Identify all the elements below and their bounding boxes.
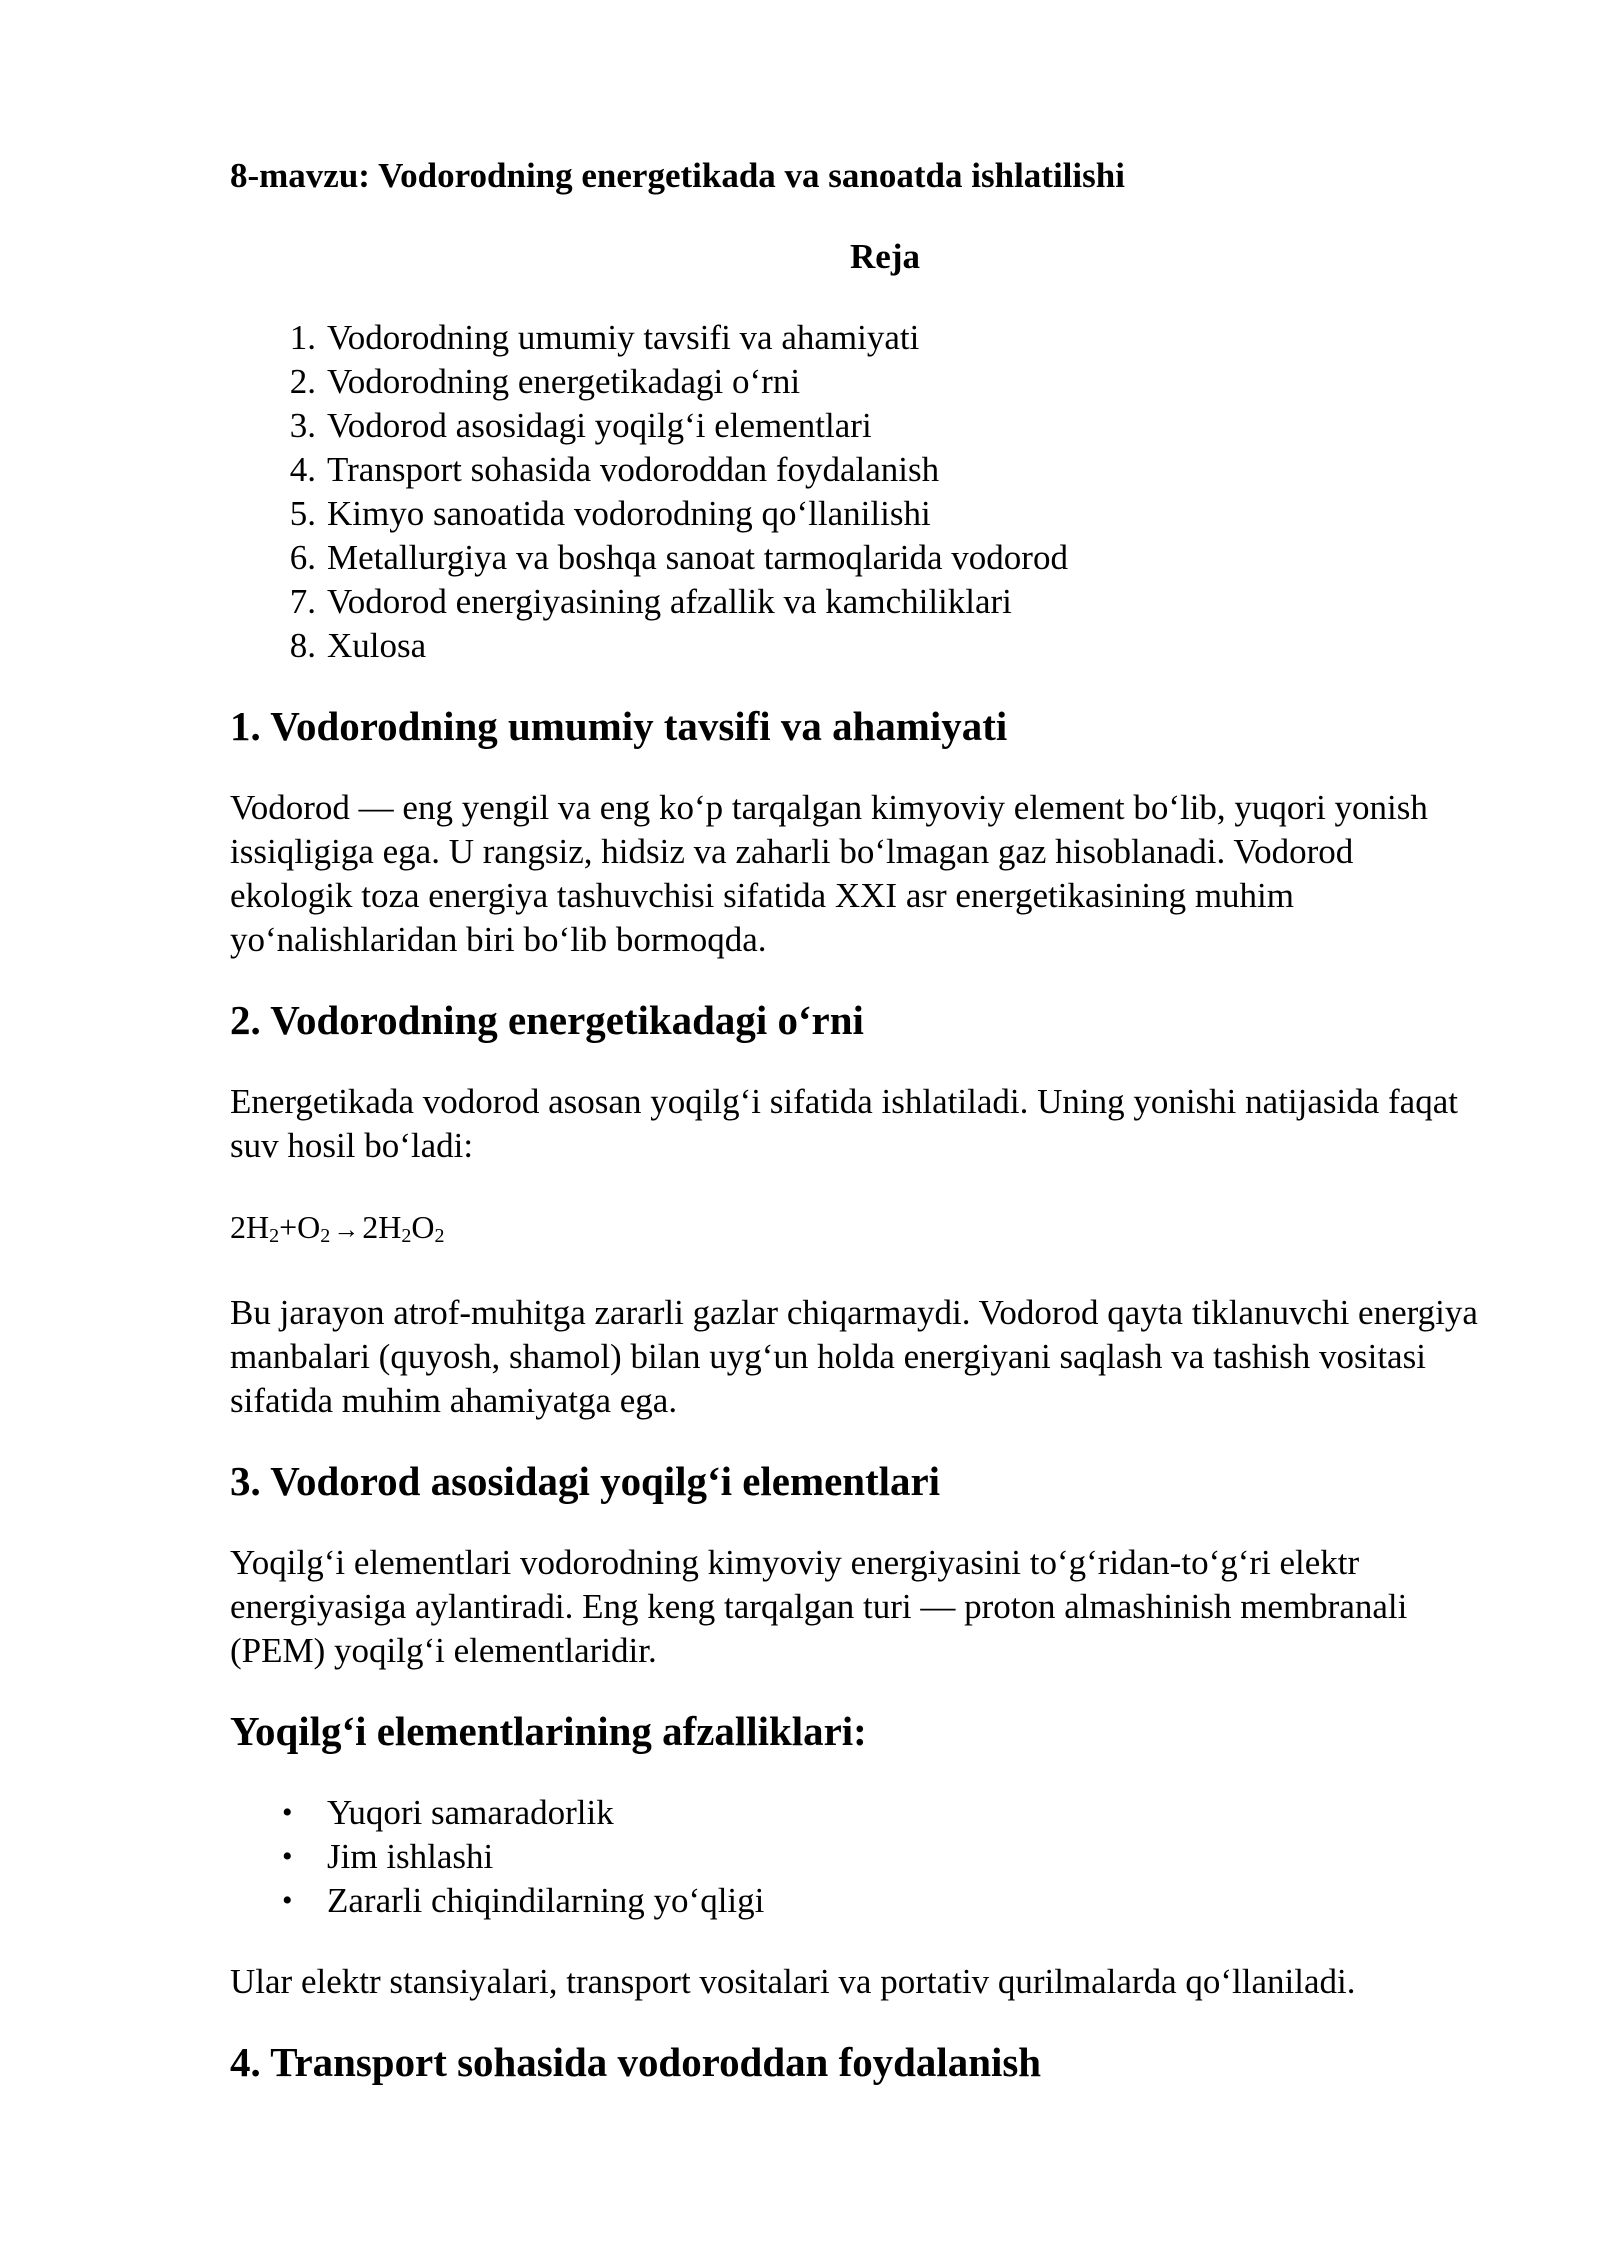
reaction-arrow-icon: → (333, 1215, 360, 1244)
plan-item-text: Vodorod energiyasining afzallik va kamchiliklari (327, 582, 1012, 621)
plan-item-text: Transport sohasida vodoroddan foydalanish (327, 450, 940, 489)
list-item (230, 1835, 1480, 1879)
section-2-paragraph-2: Bu jarayon atrof-muhitga zararli gazlar chiqarmaydi. Vodorod qayta tiklanuvchi energiya manbalari (quyosh, shamol) bilan uyg‘un holda energiyani saqlash va tashish vositasi sifatida muhim ahamiyatga ega. (230, 1293, 1478, 1420)
plan-item-text: Vodorod asosidagi yoqilg‘i elementlari (327, 406, 872, 445)
document-title: 8-mavzu: Vodorodning energetikada va sanoatda ishlatilishi (230, 156, 1125, 195)
plan-item (230, 536, 1480, 580)
section-2-paragraph: Energetikada vodorod asosan yoqilg‘i sifatida ishlatiladi. Uning yonishi natijasida faqat suv hosil bo‘ladi: (230, 1082, 1458, 1165)
plan-item (230, 404, 1480, 448)
bullet-icon: • (282, 1796, 293, 1829)
equation-term: +O (279, 1209, 321, 1245)
plan-item-number: 3. (289, 406, 316, 445)
section-1-heading: 1. Vodorodning umumiy tavsifi va ahamiyati (230, 704, 1008, 749)
plan-item (230, 492, 1480, 536)
plan-item (230, 360, 1480, 404)
section-1-paragraph: Vodorod — eng yengil va eng ko‘p tarqalgan kimyoviy element bo‘lib, yuqori yonish issiqligiga ega. U rangsiz, hidsiz va zaharli bo‘lmagan gaz hisoblanadi. Vodorod ekologik toza energiya tashuvchisi sifatida XXI asr energetikasining muhim yo‘nalishlaridan biri bo‘lib bormoqda. (230, 788, 1428, 959)
section-3-subheading: Yoqilg‘i elementlarining afzalliklari: (230, 1709, 867, 1754)
plan-item-text: Kimyo sanoatida vodorodning qo‘llanilishi (327, 494, 931, 533)
plan-item (230, 624, 1480, 668)
section-3-paragraph-2: Ular elektr stansiyalari, transport vositalari va portativ qurilmalarda qo‘llaniladi. (230, 1962, 1356, 2001)
plan-item-number: 2. (289, 362, 316, 401)
plan-item-number: 4. (289, 450, 316, 489)
list-item-text: Zararli chiqindilarning yo‘qligi (327, 1881, 765, 1920)
equation-subscript: 2 (269, 1225, 280, 1247)
plan-item (230, 580, 1480, 624)
chemical-equation (230, 1205, 1480, 1254)
plan-list (230, 316, 1480, 668)
plan-item-number: 5. (289, 494, 316, 533)
plan-item-number: 6. (289, 538, 316, 577)
plan-item-text: Vodorodning energetikadagi o‘rni (327, 362, 801, 401)
equation-term: 2H (230, 1209, 270, 1245)
plan-item-text: Vodorodning umumiy tavsifi va ahamiyati (327, 318, 920, 357)
list-item-text: Yuqori samaradorlik (327, 1793, 614, 1832)
bullet-icon: • (282, 1884, 293, 1917)
plan-item (230, 448, 1480, 492)
document-body (230, 154, 1480, 2085)
section-2-heading: 2. Vodorodning energetikadagi o‘rni (230, 998, 864, 1043)
bullet-icon: • (282, 1840, 293, 1873)
plan-item-number: 7. (289, 582, 316, 621)
plan-heading: Reja (850, 237, 920, 276)
section-3-paragraph: Yoqilg‘i elementlari vodorodning kimyoviy energiyasini to‘g‘ridan-to‘g‘ri elektr energiyasiga aylantiradi. Eng keng tarqalgan turi — proton almashinish membranali (PEM) yoqilg‘i elementlaridir. (230, 1543, 1408, 1670)
equation-term: O (411, 1209, 435, 1245)
list-item-text: Jim ishlashi (327, 1837, 494, 1876)
advantages-list (230, 1791, 1480, 1923)
plan-item-text: Xulosa (327, 626, 427, 665)
equation-subscript: 2 (320, 1225, 331, 1247)
section-3-heading: 3. Vodorod asosidagi yoqilg‘i elementlari (230, 1459, 941, 1504)
equation-subscript: 2 (401, 1225, 412, 1247)
plan-item-number: 1. (289, 318, 316, 357)
section-4-heading: 4. Transport sohasida vodoroddan foydalanish (230, 2040, 1042, 2085)
plan-item (230, 316, 1480, 360)
list-item (230, 1879, 1480, 1923)
equation-term: 2H (362, 1209, 402, 1245)
equation-subscript: 2 (434, 1225, 445, 1247)
list-item (230, 1791, 1480, 1835)
plan-item-text: Metallurgiya va boshqa sanoat tarmoqlarida vodorod (327, 538, 1068, 577)
plan-item-number: 8. (289, 626, 316, 665)
